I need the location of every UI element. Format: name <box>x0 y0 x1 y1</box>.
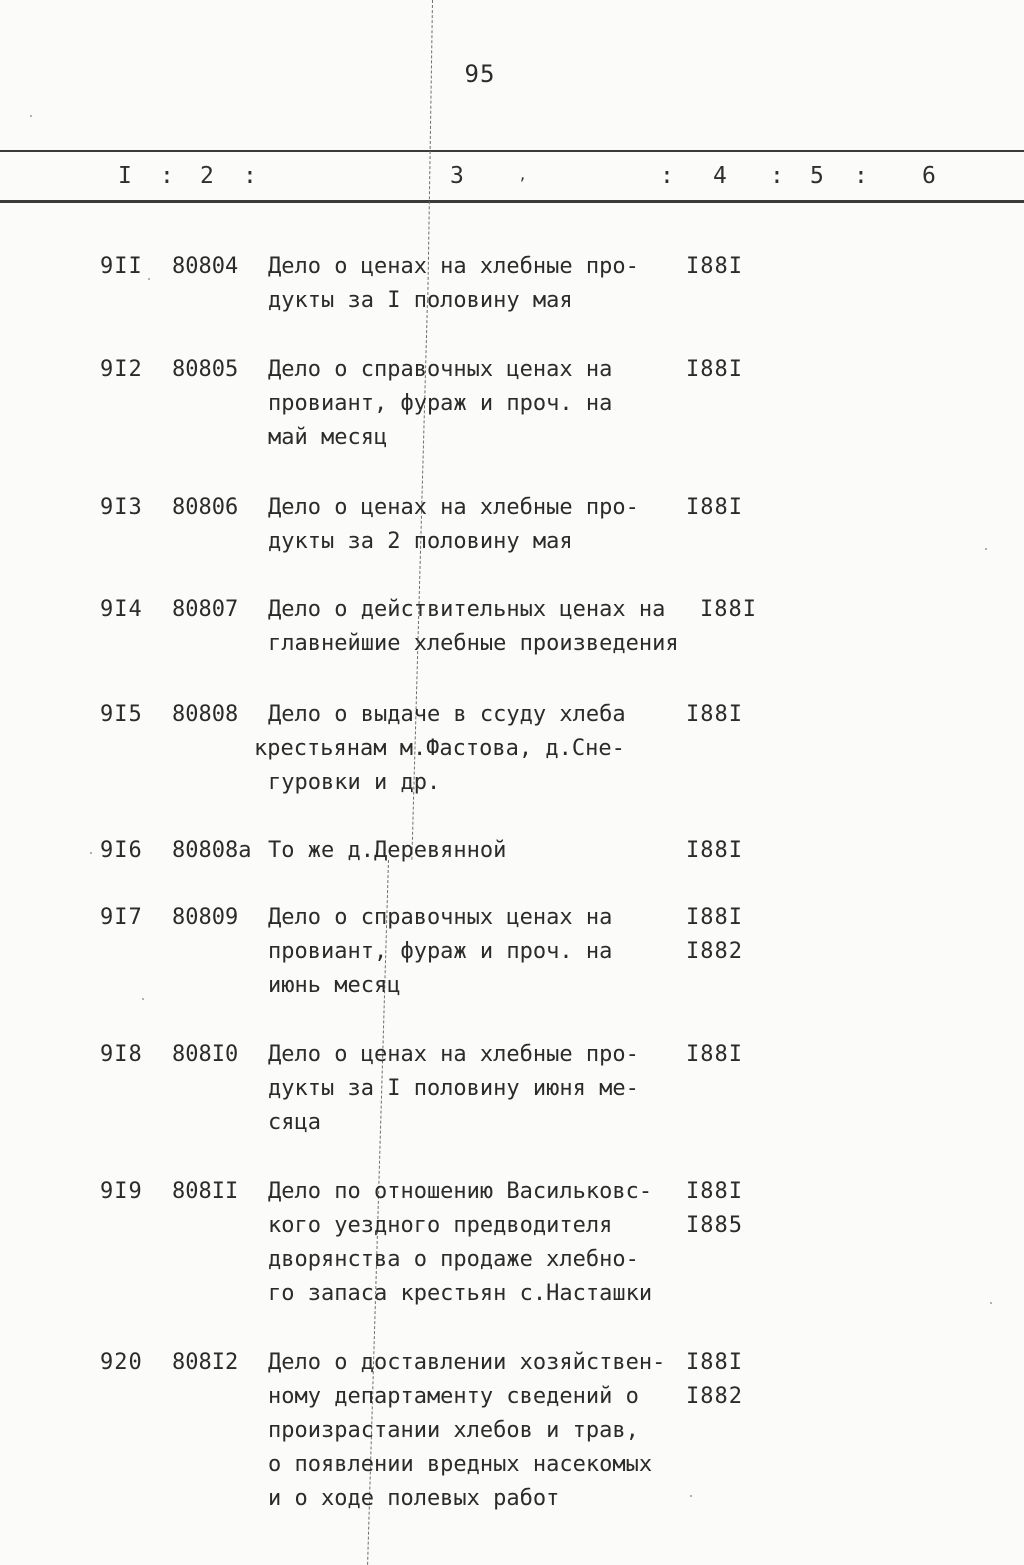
entry-description <box>268 491 698 559</box>
entry-number: 9I9 <box>100 1179 143 1204</box>
description-line: кого уездного предводителя <box>268 1213 613 1238</box>
entry-description <box>268 353 698 455</box>
description-line: го запаса крестьян с.Насташки <box>268 1281 653 1306</box>
entry-years <box>686 1346 743 1414</box>
year-value: I88I <box>686 357 743 382</box>
year-value: I88I <box>686 1179 743 1204</box>
column-header-4: 4 <box>713 163 727 189</box>
column-header-1: I <box>118 163 132 189</box>
column-separator: : <box>770 163 784 189</box>
entry-code: 80809 <box>172 905 239 930</box>
column-header-5: 5 <box>810 163 824 189</box>
entry-years <box>686 491 743 525</box>
entry-number: 9I7 <box>100 905 143 930</box>
year-value: I88I <box>686 1042 743 1067</box>
year-value: I885 <box>686 1213 743 1238</box>
entry-code: 80808а <box>172 838 252 863</box>
year-value: I88I <box>686 254 743 279</box>
entry-description <box>268 1038 698 1140</box>
description-line: главнейшие хлебные произведения <box>268 631 679 656</box>
entry-years <box>700 593 757 627</box>
description-line: дукты за I половину июня ме- <box>268 1076 639 1101</box>
description-line: Дело по отношению Васильковс- <box>268 1179 653 1204</box>
column-separator: : <box>160 163 174 189</box>
description-line: и о ходе полевых работ <box>268 1486 560 1511</box>
description-line: май месяц <box>268 425 388 450</box>
description-line: Дело о справочных ценах на <box>268 905 613 930</box>
scan-speck <box>985 548 987 550</box>
entry-code: 80808 <box>172 702 239 727</box>
year-value: I882 <box>686 939 743 964</box>
entry-number: 9I4 <box>100 597 143 622</box>
year-value: I88I <box>686 1350 743 1375</box>
scan-speck <box>148 278 150 280</box>
year-value: I88I <box>686 838 743 863</box>
description-line: Дело о выдаче в ссуду хлеба <box>268 702 626 727</box>
description-line: Дело о ценах на хлебные про- <box>268 1042 639 1067</box>
year-value: I882 <box>686 1384 743 1409</box>
entry-code: 80804 <box>172 254 239 279</box>
entry-years <box>686 353 743 387</box>
description-line: То же д.Деревянной <box>268 838 507 863</box>
entry-code: 808I2 <box>172 1350 239 1375</box>
entry-code: 80807 <box>172 597 239 622</box>
column-separator: : <box>243 163 257 189</box>
entry-number: 9I3 <box>100 495 143 520</box>
description-line: сяца <box>268 1110 321 1135</box>
entry-description <box>268 250 698 318</box>
header-bottom-rule <box>0 200 1024 203</box>
scan-speck <box>690 1495 692 1497</box>
scan-speck <box>142 998 144 1000</box>
description-line: ному департаменту сведений о <box>268 1384 639 1409</box>
scan-speck <box>90 852 92 854</box>
entry-code: 80805 <box>172 357 239 382</box>
entry-number: 9I5 <box>100 702 143 727</box>
year-value: I88I <box>700 597 757 622</box>
column-header-3: 3 <box>450 163 464 189</box>
entry-code: 808II <box>172 1179 239 1204</box>
description-line: произрастании хлебов и трав, <box>268 1418 639 1443</box>
description-line: о появлении вредных насекомых <box>268 1452 653 1477</box>
description-line: гуровки и др. <box>268 770 441 795</box>
entry-number: 920 <box>100 1350 143 1375</box>
year-value: I88I <box>686 495 743 520</box>
entry-description <box>268 901 698 1003</box>
description-line: крестьянам м.Фастова, д.Сне- <box>254 736 625 761</box>
column-header-2: 2 <box>200 163 214 189</box>
description-line: Дело о доставлении хозяйствен- <box>268 1350 666 1375</box>
entry-years <box>686 1175 743 1243</box>
description-line: Дело о ценах на хлебные про- <box>268 254 639 279</box>
page-number: 95 <box>464 60 496 88</box>
description-line: дукты за 2 половину мая <box>268 529 573 554</box>
description-line: дворянства о продаже хлебно- <box>268 1247 639 1272</box>
entry-code: 80806 <box>172 495 239 520</box>
year-value: I88I <box>686 905 743 930</box>
scan-speck <box>990 1302 992 1304</box>
entry-description <box>254 698 698 800</box>
entry-number: 9II <box>100 254 143 279</box>
description-line: провиант, фураж и проч. на <box>268 939 613 964</box>
year-value: I88I <box>686 702 743 727</box>
entry-number: 9I2 <box>100 357 143 382</box>
entry-description <box>268 1346 698 1516</box>
column-header-6: 6 <box>922 163 936 189</box>
entry-code: 808I0 <box>172 1042 239 1067</box>
entry-number: 9I6 <box>100 838 143 863</box>
description-line: провиант, фураж и проч. на <box>268 391 613 416</box>
entry-years <box>686 698 743 732</box>
description-line: Дело о справочных ценах на <box>268 357 613 382</box>
stray-mark: ʼ <box>518 176 527 192</box>
entry-years <box>686 901 743 969</box>
entry-years <box>686 834 743 868</box>
description-line: Дело о ценах на хлебные про- <box>268 495 639 520</box>
column-separator: : <box>660 163 674 189</box>
description-line: июнь месяц <box>268 973 401 998</box>
entry-number: 9I8 <box>100 1042 143 1067</box>
header-top-rule <box>0 150 1024 152</box>
column-separator: : <box>854 163 868 189</box>
description-line: дукты за I половину мая <box>268 288 573 313</box>
entry-description <box>268 593 698 661</box>
entry-description <box>268 1175 698 1311</box>
entry-years <box>686 1038 743 1072</box>
entry-description <box>268 834 698 868</box>
description-line: Дело о действительных ценах на <box>268 597 666 622</box>
entry-years <box>686 250 743 284</box>
scan-speck <box>30 115 32 117</box>
